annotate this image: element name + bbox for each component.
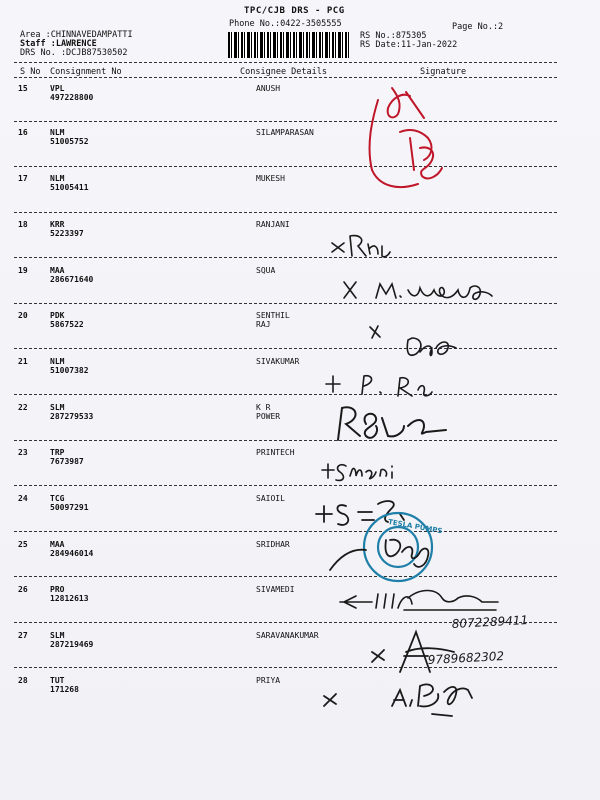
consignment-number: SLM 287219469 xyxy=(50,631,94,649)
consignee-name: SRIDHAR xyxy=(256,540,290,549)
col-sno: S No xyxy=(20,67,41,77)
serial-number: 21 xyxy=(18,357,28,366)
drs-number: DRS No. :DCJB87530502 xyxy=(20,48,128,58)
serial-number: 22 xyxy=(18,403,28,412)
signature-row-21 xyxy=(326,376,432,396)
signature-row-26 xyxy=(340,591,498,611)
consignee-name: K R POWER xyxy=(256,403,281,421)
consignee-name: SARAVANAKUMAR xyxy=(256,631,319,640)
signature-row-28 xyxy=(324,684,472,716)
consignment-number: VPL 497228800 xyxy=(50,84,94,102)
consignee-name: SIVAMEDI xyxy=(256,585,295,594)
serial-number: 19 xyxy=(18,266,28,275)
handwritten-phone: 8072289411 xyxy=(451,613,529,631)
rs-number: RS No.:875305 xyxy=(360,31,427,41)
consignment-number: MAA 284946014 xyxy=(50,540,94,558)
serial-number: 27 xyxy=(18,631,28,640)
serial-number: 20 xyxy=(18,311,28,320)
col-consignment: Consignment No xyxy=(50,67,122,77)
serial-number: 24 xyxy=(18,494,28,503)
serial-number: 18 xyxy=(18,220,28,229)
consignment-number: KRR 5223397 xyxy=(50,220,84,238)
staff: Staff :LAWRENCE xyxy=(20,39,97,49)
consignee-name: SIVAKUMAR xyxy=(256,357,300,366)
consignment-number: NLM 51005752 xyxy=(50,128,89,146)
signature-row-19 xyxy=(344,282,492,299)
consignee-name: SILAMPARASAN xyxy=(256,128,314,137)
consignment-number: PRO 12812613 xyxy=(50,585,89,603)
serial-number: 25 xyxy=(18,540,28,549)
consignment-number: SLM 287279533 xyxy=(50,403,94,421)
consignee-name: RANJANI xyxy=(256,220,290,229)
consignee-name: SQUA xyxy=(256,266,276,275)
consignment-number: PDK 5867522 xyxy=(50,311,84,329)
area: Area :CHINNAVEDAMPATTI xyxy=(20,30,133,40)
serial-number: 16 xyxy=(18,128,28,137)
consignment-number: MAA 286671640 xyxy=(50,266,94,284)
consignment-number: TRP 7673987 xyxy=(50,448,84,466)
signature-row-23 xyxy=(322,464,392,480)
serial-number: 17 xyxy=(18,174,28,183)
serial-number: 28 xyxy=(18,676,28,685)
col-signature: Signature xyxy=(420,67,467,77)
page-number: Page No.:2 xyxy=(452,22,504,32)
signature-row-18 xyxy=(332,236,390,257)
serial-number: 26 xyxy=(18,585,28,594)
signature-row-20 xyxy=(370,326,456,355)
phone-number: Phone No.:0422-3505555 xyxy=(229,19,342,29)
col-consignee: Consignee Details xyxy=(240,67,327,77)
stamp-text: TESLA PUMPS xyxy=(387,517,443,536)
consignment-number: NLM 51005411 xyxy=(50,174,89,192)
consignee-name: SENTHIL RAJ xyxy=(256,311,290,329)
consignee-name: PRIYA xyxy=(256,676,281,685)
serial-number: 15 xyxy=(18,84,28,93)
handwritten-phone: 9789682302 xyxy=(427,649,505,667)
sheet-title: TPC/CJB DRS - PCG xyxy=(244,6,345,16)
consignee-name: PRINTECH xyxy=(256,448,295,457)
signature-row-22 xyxy=(338,407,446,440)
consignment-number: TUT 171268 xyxy=(50,676,79,694)
consignment-number: NLM 51007382 xyxy=(50,357,89,375)
consignee-name: MUKESH xyxy=(256,174,285,183)
serial-number: 23 xyxy=(18,448,28,457)
rs-date: RS Date:11-Jan-2022 xyxy=(360,40,458,50)
consignee-name: SAIOIL xyxy=(256,494,285,503)
red-handwriting-mark xyxy=(370,88,442,187)
consignee-name: ANUSH xyxy=(256,84,281,93)
consignment-number: TCG 50097291 xyxy=(50,494,89,512)
